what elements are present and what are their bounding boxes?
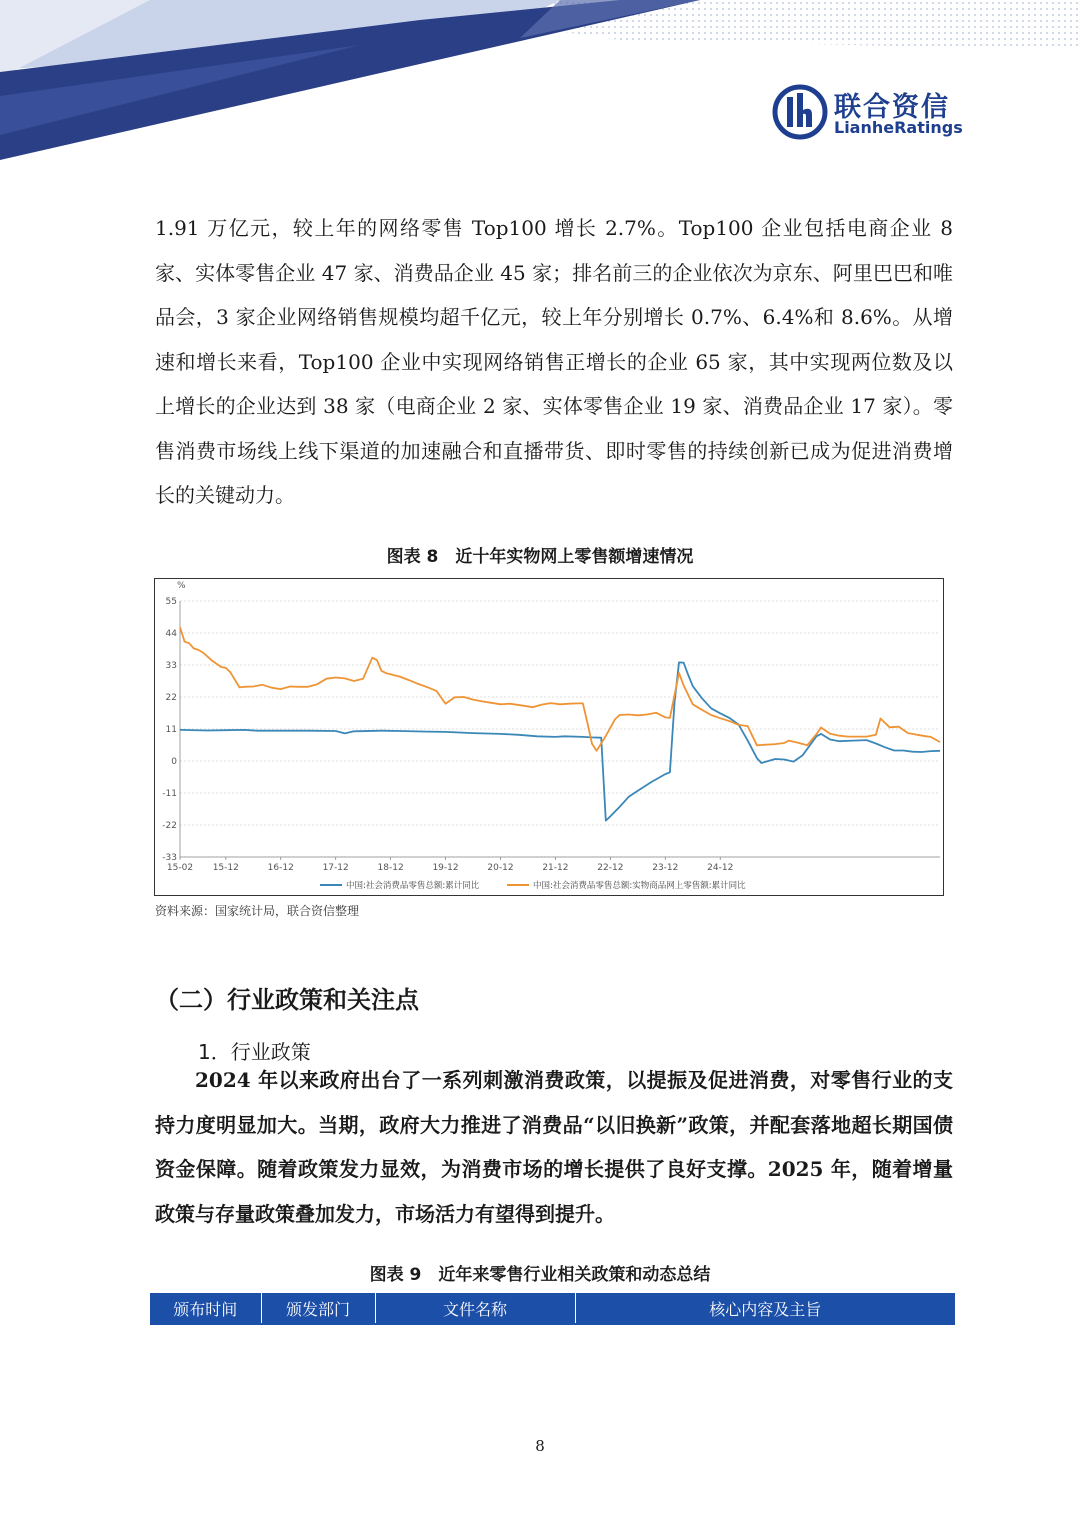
x-tick-label: 21-12 xyxy=(542,863,569,873)
table-header-doc: 文件名称 xyxy=(375,1293,575,1323)
table-header-content: 核心内容及主旨 xyxy=(575,1293,955,1323)
brand-name-en: LianheRatings xyxy=(834,118,963,137)
body-paragraph-2: 2024 年以来政府出台了一系列刺激消费政策，以提振及促进消费，对零售行业的支持力度明显加大。当期，政府大力推进了消费品“以旧换新”政策，并配套落地超长期国债资金保障。随着政策发力显效，为消费市场的增长提供了良好支撑。2025 年，随着增量政策与存量政策叠加发力，市场活力有望得到提升。 xyxy=(155,1068,953,1226)
table-header-dept: 颁发部门 xyxy=(261,1293,375,1323)
brand-logo xyxy=(772,84,972,140)
x-tick-label: 22-12 xyxy=(597,863,624,873)
figure-9-title: 图表 9 近年来零售行业相关政策和动态总结 xyxy=(369,1265,711,1285)
table-header-date: 颁布时间 xyxy=(150,1293,261,1323)
grid-lines xyxy=(180,601,940,857)
line-chart xyxy=(155,579,943,895)
y-tick-label: -22 xyxy=(162,821,177,831)
policy-table xyxy=(150,1293,955,1323)
y-tick-label: 33 xyxy=(165,661,177,671)
x-tick-label: 17-12 xyxy=(322,863,349,873)
x-tick-label: 16-12 xyxy=(267,863,294,873)
figure-8-chart xyxy=(154,578,944,896)
y-tick-label: 11 xyxy=(165,725,177,735)
y-axis-unit-label: % xyxy=(177,581,186,591)
series-lines xyxy=(180,627,940,820)
chart-legend xyxy=(320,880,746,891)
section-heading: （二）行业政策和关注点 xyxy=(155,986,419,1014)
table-bottom-rule xyxy=(150,1323,955,1325)
y-tick-label: 0 xyxy=(171,757,177,767)
table-header-row xyxy=(150,1293,955,1323)
legend-label-2: 中国:社会消费品零售总额:实物商品网上零售额:累计同比 xyxy=(533,881,746,891)
logo-mark-icon xyxy=(772,84,828,140)
y-tick-label: 55 xyxy=(165,597,177,607)
y-tick-label: 44 xyxy=(165,629,177,639)
x-tick-label: 15-12 xyxy=(212,863,239,873)
figure-8-source: 资料来源：国家统计局，联合资信整理 xyxy=(155,904,360,918)
brand-name-cn: 联合资信 xyxy=(834,92,950,123)
y-tick-label: -33 xyxy=(162,853,177,863)
y-tick-label: -11 xyxy=(162,789,177,799)
legend-label-1: 中国:社会消费品零售总额:累计同比 xyxy=(346,881,480,891)
y-tick-label: 22 xyxy=(165,693,177,703)
sub-heading: 1．行业政策 xyxy=(198,1040,311,1064)
x-tick-label: 24-12 xyxy=(707,863,734,873)
x-tick-label: 20-12 xyxy=(487,863,514,873)
figure-8-title: 图表 8 近十年实物网上零售额增速情况 xyxy=(386,547,694,567)
x-tick-label: 19-12 xyxy=(432,863,459,873)
body-paragraph-1: 1.91 万亿元，较上年的网络零售 Top100 增长 2.7%。Top100 企业包括电商企业 8 家、实体零售企业 47 家、消费品企业 45 家；排名前三的企业依次为京东、阿里巴巴和唯品会，3 家企业网络销售规模均超千亿元，较上年分别增长 0.7%、6.4%和 8.6%。从增速和增长来看，Top100 企业中实现网络销售正增长的企业 65 家，其中实现两位数及以上增长的企业达到 38 家（电商企业 2 家、实体零售企业 19 家、消费品企业 17 家）。零售消费市场线上线下渠道的加速融合和直播带货、即时零售的持续创新已成为促进消费增长的关键动力。 xyxy=(155,216,953,507)
x-tick-label: 15-02 xyxy=(166,863,194,873)
series-line-2 xyxy=(180,627,940,751)
page-number: 8 xyxy=(535,1437,545,1455)
x-tick-label: 23-12 xyxy=(652,863,679,873)
axes xyxy=(162,581,940,873)
x-tick-label: 18-12 xyxy=(377,863,404,873)
